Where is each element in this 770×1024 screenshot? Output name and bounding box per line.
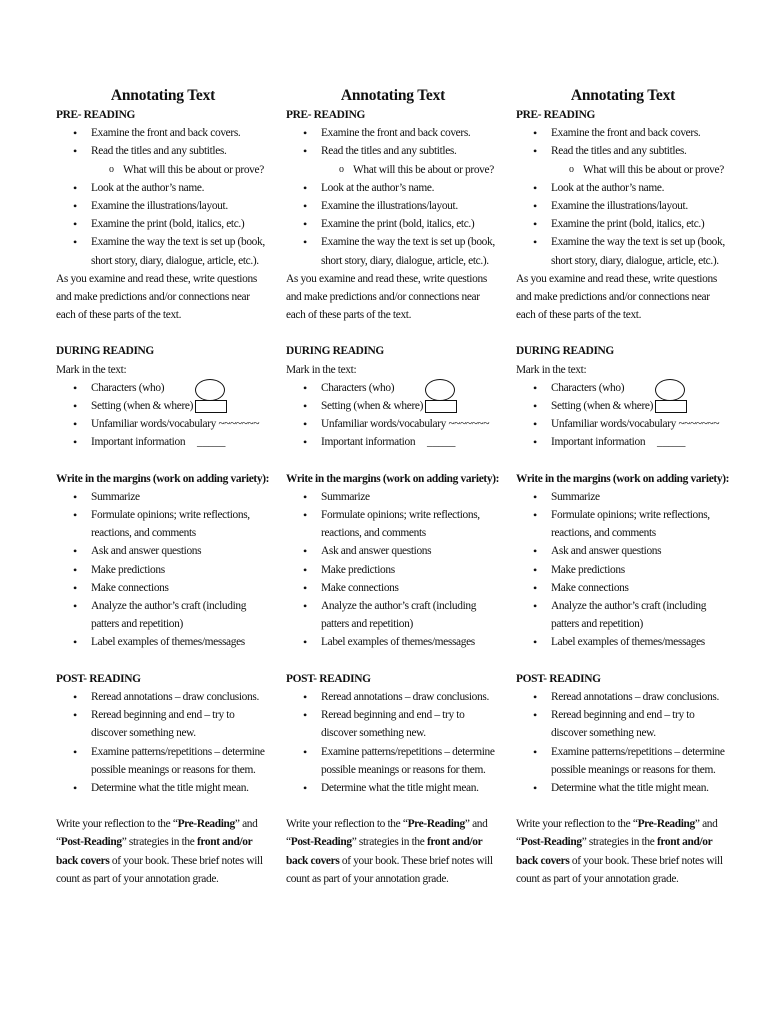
list-item: • Reread beginning and end – try to discover something new. — [533, 708, 695, 740]
list-item: • Setting (when & where) — [516, 397, 730, 415]
bullet-icon: • — [303, 126, 307, 141]
list-item: • Ask and answer questions — [286, 542, 500, 560]
pre-reading-paragraph: As you examine and read these, write questions and make predictions and/or connections near each of these parts of the text. — [56, 272, 257, 322]
list-item: • Examine patterns/repetitions – determine possible meanings or reasons for them. — [303, 744, 495, 776]
list-item: • Setting (when & where) — [56, 397, 270, 415]
margins-heading: Write in the margins (work on adding variety): — [286, 472, 500, 485]
list-item: • Examine the print (bold, italics, etc.) — [286, 215, 500, 233]
handout-title: Annotating Text — [570, 87, 676, 104]
bullet-icon: • — [533, 580, 537, 595]
bullet-icon: • — [73, 599, 77, 614]
list-item: • Examine the illustrations/layout. — [286, 197, 500, 215]
bullet-icon: • — [533, 562, 537, 577]
list-item: • Label examples of themes/messages — [516, 633, 730, 651]
bullet-icon: • — [533, 780, 537, 795]
bullet-icon: • — [73, 489, 77, 504]
bullet-icon: • — [303, 580, 307, 595]
list-item: • Important information _____ — [56, 433, 270, 451]
margins-list — [56, 488, 270, 652]
list-item: • Read the titles and any subtitles. — [56, 142, 270, 160]
list-item: • Determine what the title might mean. — [516, 779, 730, 797]
list-item: • Reread annotations – draw conclusions. — [286, 688, 500, 706]
bullet-icon: • — [303, 508, 307, 523]
bullet-icon: • — [533, 744, 537, 759]
list-item: • Important information _____ — [516, 433, 730, 451]
bullet-icon: • — [533, 708, 537, 723]
bullet-icon: • — [303, 689, 307, 704]
list-item: • Formulate opinions; write reflections, reactions, and comments — [303, 508, 480, 540]
list-item: • Ask and answer questions — [56, 542, 270, 560]
bullet-icon: • — [533, 217, 537, 232]
list-item: • Determine what the title might mean. — [56, 779, 270, 797]
list-item: • Summarize — [516, 488, 730, 506]
handout-column — [516, 86, 730, 888]
bullet-icon: • — [303, 199, 307, 214]
squiggle-mark: ~~~~~~~ — [448, 418, 490, 431]
list-item: • Examine the front and back covers. — [56, 124, 270, 142]
handout-title: Annotating Text — [340, 87, 446, 104]
bullet-icon: • — [303, 417, 307, 432]
list-item: • Formulate opinions; write reflections, reactions, and comments — [73, 508, 250, 540]
bullet-icon: • — [533, 435, 537, 450]
list-item: • Reread beginning and end – try to discover something new. — [73, 708, 235, 740]
bullet-icon: • — [303, 399, 307, 414]
pre-reading-list — [56, 124, 270, 270]
list-item: • Make predictions — [56, 561, 270, 579]
margins-list — [286, 488, 500, 652]
mark-in-text-label: Mark in the text: — [516, 363, 587, 376]
bullet-icon: • — [303, 435, 307, 450]
list-item: • Reread beginning and end – try to discover something new. — [303, 708, 465, 740]
during-reading-heading: DURING READING — [516, 345, 614, 358]
bullet-icon: • — [533, 689, 537, 704]
bullet-icon: • — [303, 489, 307, 504]
list-item: • Examine the illustrations/layout. — [56, 197, 270, 215]
list-item: • Examine the print (bold, italics, etc.) — [56, 215, 270, 233]
bullet-icon: • — [73, 199, 77, 214]
squiggle-mark: ~~~~~~~ — [678, 418, 720, 431]
list-item: • Examine the way the text is set up (book, short story, diary, dialogue, article, etc.). — [303, 235, 495, 267]
circle-bullet-icon: o — [109, 163, 114, 175]
list-item: • Make predictions — [516, 561, 730, 579]
sub-list-item: o What will this be about or prove? — [56, 161, 270, 179]
bullet-icon: • — [73, 435, 77, 450]
during-reading-list — [286, 379, 500, 452]
bullet-icon: • — [533, 199, 537, 214]
sub-list-item: o What will this be about or prove? — [516, 161, 730, 179]
bullet-icon: • — [303, 744, 307, 759]
list-item: • Reread annotations – draw conclusions. — [56, 688, 270, 706]
post-reading-heading: POST- READING — [516, 672, 601, 685]
pre-reading-heading: PRE- READING — [56, 109, 136, 121]
sub-list-item: o What will this be about or prove? — [286, 161, 500, 179]
box-mark-icon — [655, 400, 687, 413]
post-reading-heading: POST- READING — [286, 672, 371, 685]
underline-mark: _____ — [657, 436, 686, 449]
list-item: • Formulate opinions; write reflections, reactions, and comments — [533, 508, 710, 540]
box-mark-icon — [425, 400, 457, 413]
during-reading-list — [56, 379, 270, 452]
list-item: • Make connections — [56, 579, 270, 597]
list-item: • Characters (who) — [286, 379, 500, 397]
margins-list — [516, 488, 730, 652]
reflection-paragraph: Write your reflection to the “Pre-Reading” and “Post-Reading” strategies in the front and/or back covers of your book. These brief notes will count as part of your annotation grade. — [516, 818, 723, 885]
bullet-icon: • — [303, 708, 307, 723]
squiggle-mark: ~~~~~~~ — [218, 418, 260, 431]
list-item: • Important information _____ — [286, 433, 500, 451]
bullet-icon: • — [533, 399, 537, 414]
bullet-icon: • — [73, 126, 77, 141]
bullet-icon: • — [303, 562, 307, 577]
list-item: • Label examples of themes/messages — [56, 633, 270, 651]
pre-reading-list — [286, 124, 500, 270]
underline-mark: _____ — [427, 436, 456, 449]
bullet-icon: • — [73, 144, 77, 159]
pre-reading-paragraph: As you examine and read these, write questions and make predictions and/or connections near each of these parts of the text. — [286, 272, 487, 322]
list-item: • Examine the way the text is set up (book, short story, diary, dialogue, article, etc.). — [73, 235, 265, 267]
list-item: • Label examples of themes/messages — [286, 633, 500, 651]
bullet-icon: • — [533, 417, 537, 432]
margins-heading: Write in the margins (work on adding variety): — [516, 472, 730, 485]
bullet-icon: • — [73, 580, 77, 595]
bullet-icon: • — [73, 689, 77, 704]
box-mark-icon — [195, 400, 227, 413]
bullet-icon: • — [303, 380, 307, 395]
circle-bullet-icon: o — [339, 163, 344, 175]
list-item: • Examine the illustrations/layout. — [516, 197, 730, 215]
handout-title: Annotating Text — [110, 87, 216, 104]
bullet-icon: • — [533, 380, 537, 395]
bullet-icon: • — [533, 235, 537, 250]
bullet-icon: • — [533, 180, 537, 195]
bullet-icon: • — [533, 489, 537, 504]
list-item: • Examine the front and back covers. — [286, 124, 500, 142]
bullet-icon: • — [73, 235, 77, 250]
bullet-icon: • — [303, 144, 307, 159]
list-item: • Ask and answer questions — [516, 542, 730, 560]
bullet-icon: • — [533, 635, 537, 650]
pre-reading-paragraph: As you examine and read these, write questions and make predictions and/or connections near each of these parts of the text. — [516, 272, 717, 322]
handout-column — [286, 86, 500, 888]
handout-column — [56, 86, 270, 888]
bullet-icon: • — [303, 635, 307, 650]
bullet-icon: • — [303, 217, 307, 232]
list-item: • Examine patterns/repetitions – determine possible meanings or reasons for them. — [73, 744, 265, 776]
bullet-icon: • — [73, 708, 77, 723]
underline-mark: _____ — [197, 436, 226, 449]
list-item: • Characters (who) — [516, 379, 730, 397]
bullet-icon: • — [533, 144, 537, 159]
list-item: • Examine the way the text is set up (book, short story, diary, dialogue, article, etc.). — [533, 235, 725, 267]
bullet-icon: • — [73, 544, 77, 559]
list-item: • Setting (when & where) — [286, 397, 500, 415]
bullet-icon: • — [73, 417, 77, 432]
mark-in-text-label: Mark in the text: — [286, 363, 357, 376]
bullet-icon: • — [73, 180, 77, 195]
list-item: • Unfamiliar words/vocabulary ~~~~~~~ — [56, 415, 270, 433]
list-item: • Make connections — [286, 579, 500, 597]
during-reading-heading: DURING READING — [286, 345, 384, 358]
list-item: • Look at the author’s name. — [286, 179, 500, 197]
list-item: • Summarize — [56, 488, 270, 506]
list-item: • Read the titles and any subtitles. — [286, 142, 500, 160]
list-item: • Characters (who) — [56, 379, 270, 397]
post-reading-list — [56, 688, 270, 797]
post-reading-heading: POST- READING — [56, 672, 141, 685]
pre-reading-heading: PRE- READING — [516, 109, 596, 121]
bullet-icon: • — [303, 780, 307, 795]
during-reading-list — [516, 379, 730, 452]
bullet-icon: • — [73, 380, 77, 395]
bullet-icon: • — [73, 635, 77, 650]
list-item: • Examine the print (bold, italics, etc.) — [516, 215, 730, 233]
list-item: • Make predictions — [286, 561, 500, 579]
list-item: • Reread annotations – draw conclusions. — [516, 688, 730, 706]
list-item: • Analyze the author’s craft (including patters and repetition) — [533, 599, 707, 631]
list-item: • Summarize — [286, 488, 500, 506]
list-item: • Examine patterns/repetitions – determine possible meanings or reasons for them. — [533, 744, 725, 776]
list-item: • Unfamiliar words/vocabulary ~~~~~~~ — [286, 415, 500, 433]
bullet-icon: • — [303, 599, 307, 614]
circle-bullet-icon: o — [569, 163, 574, 175]
list-item: • Read the titles and any subtitles. — [516, 142, 730, 160]
list-item: • Look at the author’s name. — [516, 179, 730, 197]
bullet-icon: • — [303, 235, 307, 250]
list-item: • Make connections — [516, 579, 730, 597]
margins-heading: Write in the margins (work on adding variety): — [56, 472, 270, 485]
bullet-icon: • — [533, 508, 537, 523]
pre-reading-list — [516, 124, 730, 270]
bullet-icon: • — [73, 744, 77, 759]
list-item: • Analyze the author’s craft (including patters and repetition) — [303, 599, 477, 631]
bullet-icon: • — [533, 126, 537, 141]
bullet-icon: • — [73, 508, 77, 523]
bullet-icon: • — [73, 562, 77, 577]
list-item: • Unfamiliar words/vocabulary ~~~~~~~ — [516, 415, 730, 433]
reflection-paragraph: Write your reflection to the “Pre-Reading” and “Post-Reading” strategies in the front and/or back covers of your book. These brief notes will count as part of your annotation grade. — [56, 818, 263, 885]
bullet-icon: • — [533, 599, 537, 614]
mark-in-text-label: Mark in the text: — [56, 363, 127, 376]
list-item: • Examine the front and back covers. — [516, 124, 730, 142]
bullet-icon: • — [73, 780, 77, 795]
reflection-paragraph: Write your reflection to the “Pre-Reading” and “Post-Reading” strategies in the front and/or back covers of your book. These brief notes will count as part of your annotation grade. — [286, 818, 493, 885]
post-reading-list — [516, 688, 730, 797]
pre-reading-heading: PRE- READING — [286, 109, 366, 121]
list-item: • Determine what the title might mean. — [286, 779, 500, 797]
post-reading-list — [286, 688, 500, 797]
bullet-icon: • — [73, 399, 77, 414]
during-reading-heading: DURING READING — [56, 345, 154, 358]
list-item: • Look at the author’s name. — [56, 179, 270, 197]
bullet-icon: • — [73, 217, 77, 232]
bullet-icon: • — [533, 544, 537, 559]
bullet-icon: • — [303, 180, 307, 195]
bullet-icon: • — [303, 544, 307, 559]
list-item: • Analyze the author’s craft (including patters and repetition) — [73, 599, 247, 631]
